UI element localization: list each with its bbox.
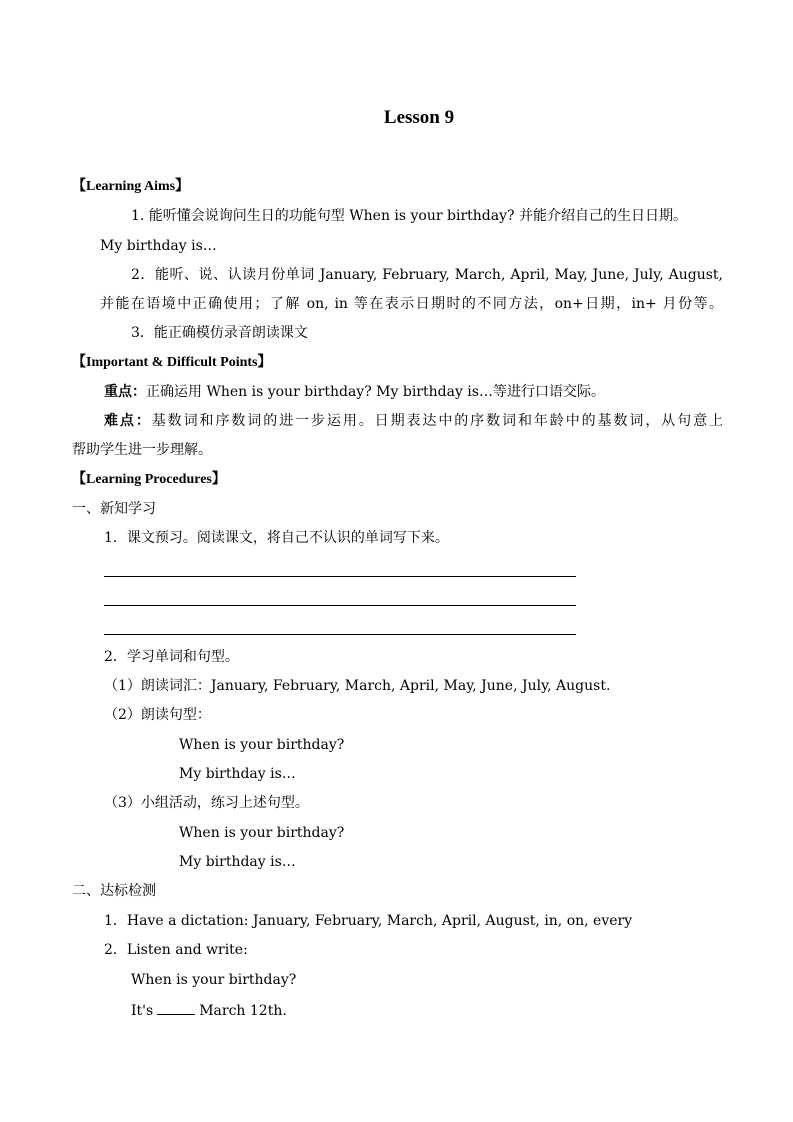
difficult-point-label: 难点： bbox=[104, 413, 152, 429]
procedures-heading: 【Learning Procedures】 bbox=[72, 472, 226, 487]
part-2-heading: 二、达标检测 bbox=[72, 883, 156, 899]
part-1-item-1: 1．课文预习。阅读课文，将自己不认识的单词写下来。 bbox=[104, 530, 449, 546]
sub-item-1: （1）朗读词汇：January, February, March, April, May, June, July, August. bbox=[104, 678, 611, 694]
sub-item-2: （2）朗读句型： bbox=[104, 707, 211, 723]
part-2-answer-prefix: It's bbox=[131, 1003, 154, 1019]
answer-blank-line-3[interactable] bbox=[104, 634, 576, 635]
aim-item-1-continued: My birthday is… bbox=[100, 238, 217, 254]
part-1-heading: 一、新知学习 bbox=[72, 501, 156, 517]
part-2-answer bbox=[131, 1000, 287, 1021]
difficult-point bbox=[104, 411, 723, 431]
sub-item-3-question: When is your birthday? bbox=[179, 825, 345, 841]
page-title: Lesson 9 bbox=[383, 107, 455, 128]
part-1-item-2: 2．学习单词和句型。 bbox=[104, 649, 239, 665]
key-point-text: 正确运用 When is your birthday? My birthday is…等进行口语交际。 bbox=[146, 384, 605, 400]
sub-item-3: （3）小组活动，练习上述句型。 bbox=[104, 795, 309, 811]
sub-item-2-question: When is your birthday? bbox=[179, 737, 345, 753]
part-2-answer-suffix: March 12th. bbox=[199, 1003, 287, 1019]
fill-in-blank[interactable] bbox=[157, 1000, 195, 1015]
learning-aims-heading: 【Learning Aims】 bbox=[72, 179, 190, 194]
aim-item-3: 3．能正确模仿录音朗读课文 bbox=[131, 325, 308, 341]
part-2-item-2: 2．Listen and write: bbox=[104, 942, 248, 958]
aim-item-2: 2．能听、说、认读月份单词 January, February, March, April, May, June, July, August, bbox=[131, 267, 723, 283]
key-point bbox=[104, 382, 605, 402]
difficult-point-continued: 帮助学生进一步理解。 bbox=[72, 442, 212, 458]
difficult-point-text: 基数词和序数词的进一步运用。日期表达中的序数词和年龄中的基数词，从句意上 bbox=[151, 413, 724, 429]
aim-item-2-continued: 并能在语境中正确使用；了解 on, in 等在表示日期时的不同方法，on+日期，in+ 月份等。 bbox=[100, 296, 723, 312]
key-points-heading: 【Important & Difficult Points】 bbox=[72, 355, 272, 370]
sub-item-2-answer: My birthday is… bbox=[179, 766, 296, 782]
part-2-question: When is your birthday? bbox=[131, 972, 297, 988]
answer-blank-line-2[interactable] bbox=[104, 605, 576, 606]
key-point-label: 重点： bbox=[104, 384, 146, 400]
part-2-item-1: 1．Have a dictation: January, February, March, April, August, in, on, every bbox=[104, 913, 633, 929]
sub-item-3-answer: My birthday is… bbox=[179, 854, 296, 870]
aim-item-1: 1. 能听懂会说询问生日的功能句型 When is your birthday? 并能介绍自己的生日日期。 bbox=[131, 208, 687, 224]
answer-blank-line-1[interactable] bbox=[104, 576, 576, 577]
